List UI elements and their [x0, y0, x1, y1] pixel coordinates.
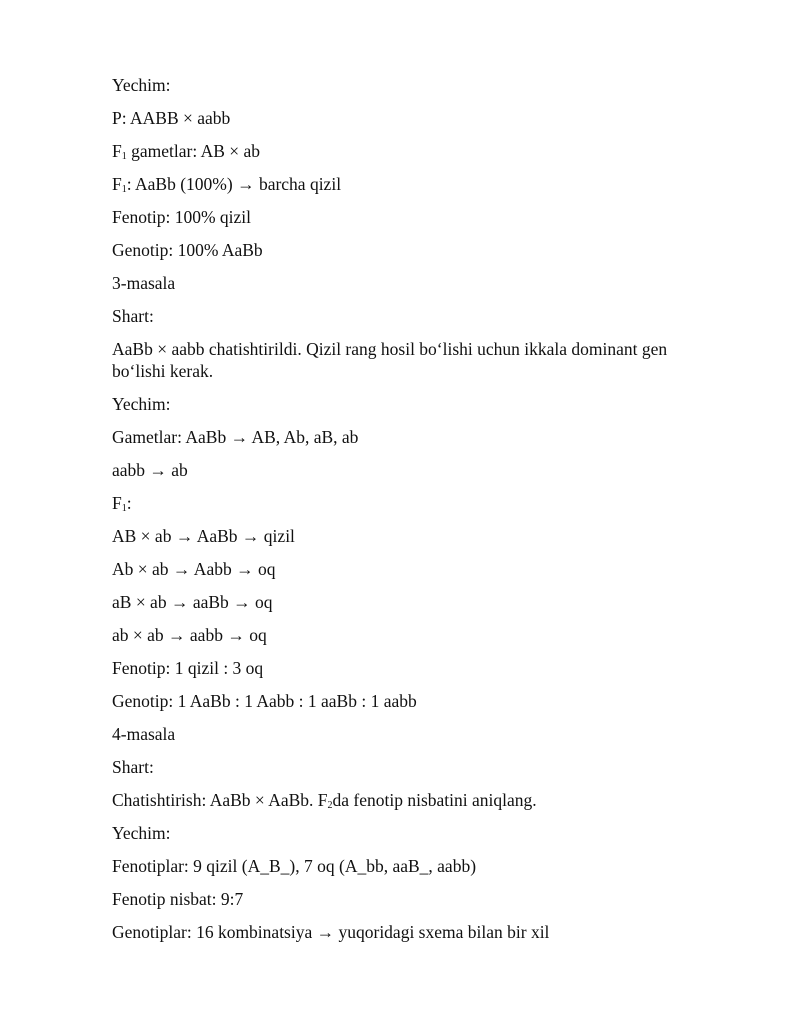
parent-cross-line: P: AABB × aabb: [112, 108, 231, 128]
genotypes-line: Genotiplar: 16 kombinatsiya → yuqoridagi sxema bilan bir xil: [112, 922, 550, 942]
cross-result-line: aB × ab → aaBb → oq: [112, 592, 273, 612]
genotype-line: Genotip: 100% AaBb: [112, 240, 263, 260]
problem-3-heading: 3-masala: [112, 273, 176, 293]
cross-result-line: ab × ab → aabb → oq: [112, 625, 267, 645]
solution-heading: Yechim:: [112, 394, 171, 414]
condition-text: Chatishtirish: AaBb × AaBb. $F_2da$ fenotip nisbatini aniqlang.: [112, 790, 537, 811]
f1-heading: $F_1$:: [112, 493, 132, 514]
phenotype-line: Fenotip: 100% qizil: [112, 207, 252, 227]
gametes-line-2: aabb → ab: [112, 460, 188, 480]
problem-4-heading: 4-masala: [112, 724, 176, 744]
f1-result-line: $F_1$: AaBb (100%) → barcha qizil: [112, 174, 342, 195]
gametes-line: Gametlar: AaBb → AB, Ab, aB, ab: [112, 427, 359, 447]
phenotype-ratio-line: Fenotip nisbat: 9:7: [112, 889, 244, 909]
phenotype-line: Fenotip: 1 qizil : 3 oq: [112, 658, 264, 678]
solution-heading: Yechim:: [112, 823, 171, 843]
cross-result-line: AB × ab → AaBb → qizil: [112, 526, 295, 546]
condition-heading: Shart:: [112, 306, 154, 326]
f1-gametes-line: $F_1$ gametlar: AB × ab: [112, 141, 261, 162]
document-body: [112, 74, 712, 954]
condition-text: AaBb × aabb chatishtirildi. Qizil rang hosil bo‘lishi uchun ikkala dominant gen bo‘lishi kerak.: [112, 339, 668, 381]
genotype-line: Genotip: 1 AaBb : 1 Aabb : 1 aaBb : 1 aabb: [112, 691, 417, 711]
cross-result-line: Ab × ab → Aabb → oq: [112, 559, 276, 579]
phenotypes-line: Fenotiplar: 9 qizil (A_B_), 7 oq (A_bb, aaB_, aabb): [112, 856, 477, 876]
condition-heading: Shart:: [112, 757, 154, 777]
solution-heading: Yechim:: [112, 75, 171, 95]
